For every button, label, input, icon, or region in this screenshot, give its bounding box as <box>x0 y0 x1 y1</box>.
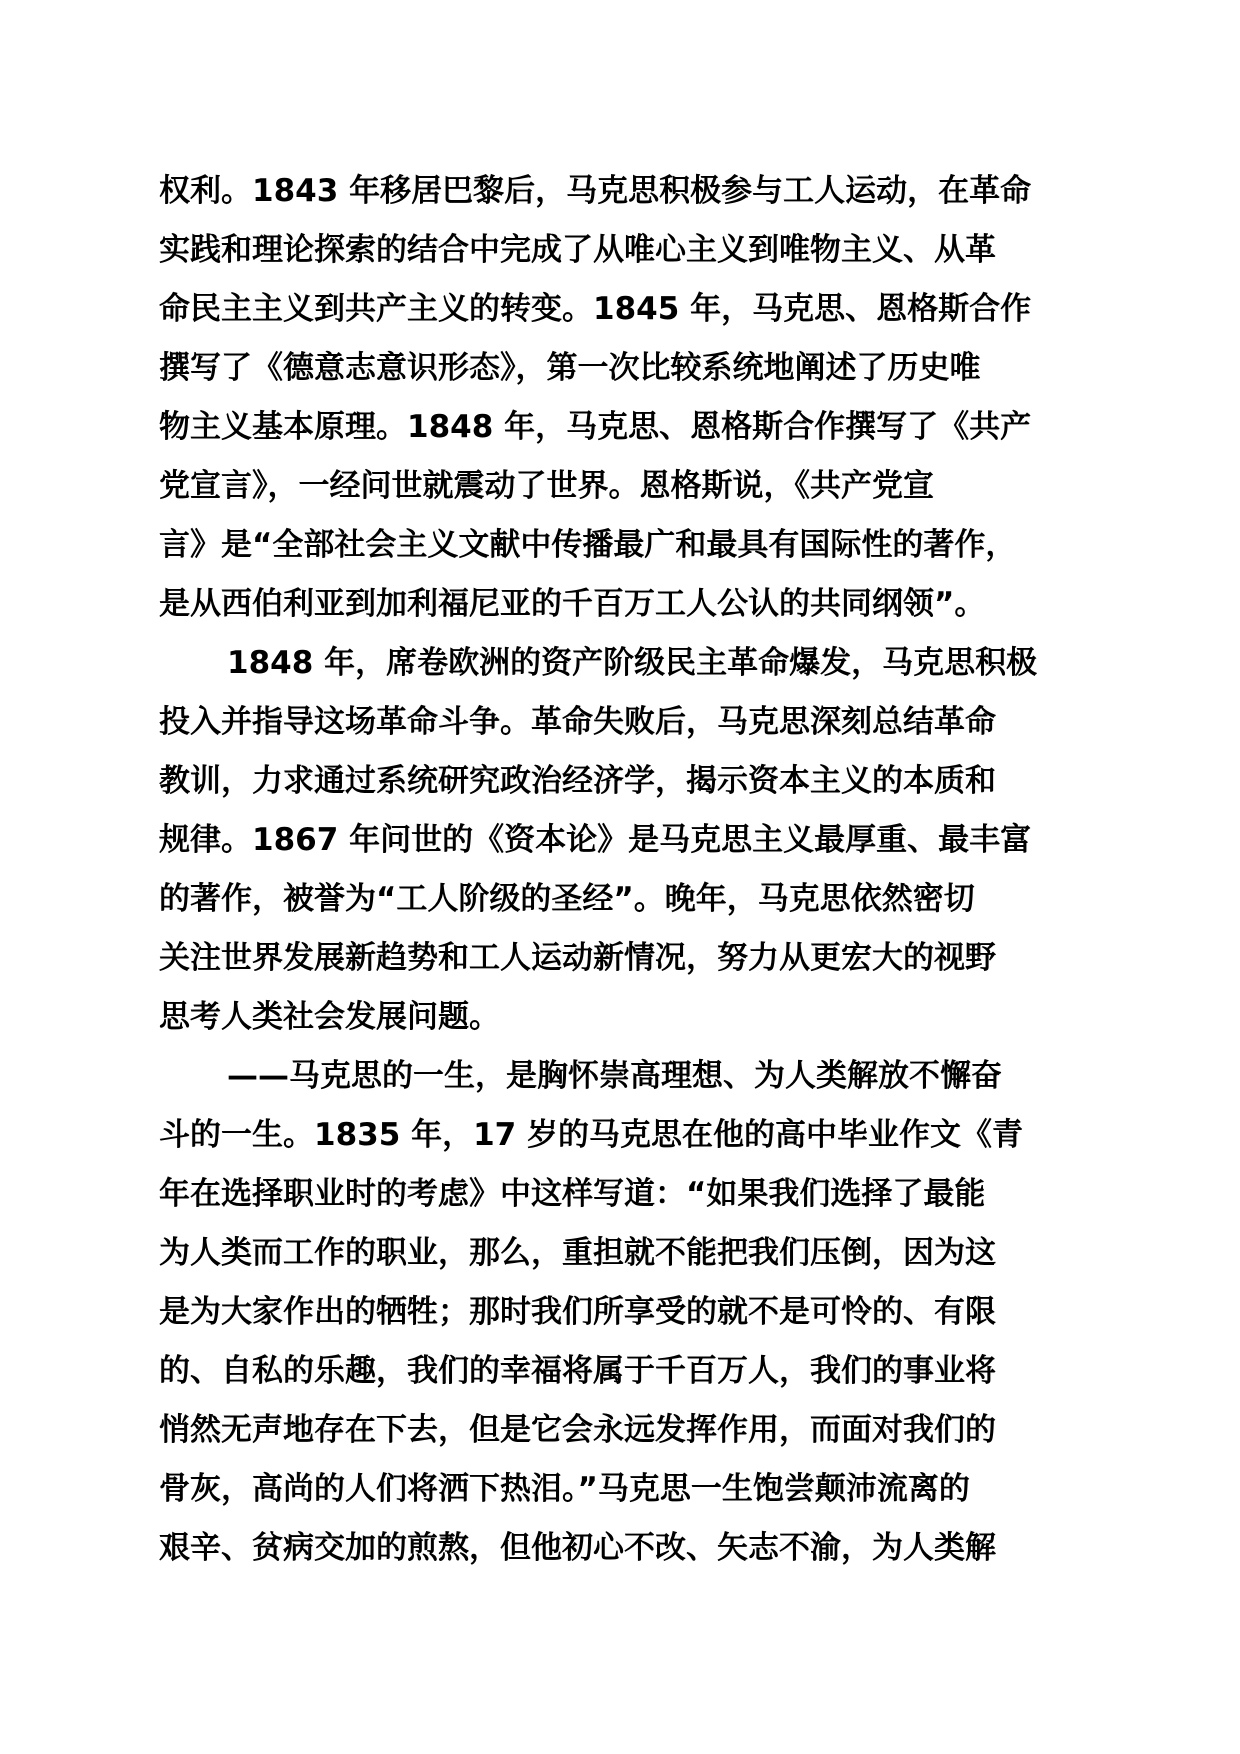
text-line: 实践和理论探索的结合中完成了从唯心主义到唯物主义、从革 <box>159 232 996 268</box>
text-line: 斗的一生。1835 年，17 岁的马克思在他的高中毕业作文《青 <box>159 1117 1024 1153</box>
paragraph-start-line: ——马克思的一生，是胸怀崇高理想、为人类解放不懈奋 <box>227 1058 1002 1094</box>
text-line: 命民主主义到共产主义的转变。1845 年，马克思、恩格斯合作 <box>159 291 1032 327</box>
text-line: 是从西伯利亚到加利福尼亚的千百万工人公认的共同纲领”。 <box>159 586 986 622</box>
text-line: 规律。1867 年问世的《资本论》是马克思主义最厚重、最丰富 <box>159 822 1032 858</box>
text-line: 为人类而工作的职业，那么，重担就不能把我们压倒，因为这 <box>159 1235 996 1271</box>
text-line: 物主义基本原理。1848 年，马克思、恩格斯合作撰写了《共产 <box>159 409 1032 445</box>
text-line: 教训，力求通过系统研究政治经济学，揭示资本主义的本质和 <box>159 763 996 799</box>
text-line: 骨灰，高尚的人们将洒下热泪。”马克思一生饱尝颠沛流离的 <box>159 1471 970 1507</box>
text-line: 撰写了《德意志意识形态》，第一次比较系统地阐述了历史唯 <box>159 350 981 386</box>
text-line: 的、自私的乐趣，我们的幸福将属于千百万人，我们的事业将 <box>159 1353 996 1389</box>
text-line: 权利。1843 年移居巴黎后，马克思积极参与工人运动，在革命 <box>159 173 1032 209</box>
text-line: 党宣言》，一经问世就震动了世界。恩格斯说，《共产党宣 <box>159 468 934 504</box>
text-line: 的著作，被誉为“工人阶级的圣经”。晚年，马克思依然密切 <box>159 881 975 917</box>
body-text <box>159 162 1099 1578</box>
text-line: 是为大家作出的牺牲；那时我们所享受的就不是可怜的、有限 <box>159 1294 996 1330</box>
text-line: 言》是“全部社会主义文献中传播最广和最具有国际性的著作， <box>159 527 1017 563</box>
paragraph-start-line: 1848 年，席卷欧洲的资产阶级民主革命爆发，马克思积极 <box>227 645 1038 681</box>
text-line: 艰辛、贫病交加的煎熬，但他初心不改、矢志不渝，为人类解 <box>159 1530 996 1566</box>
text-line: 思考人类社会发展问题。 <box>159 999 500 1035</box>
text-line: 投入并指导这场革命斗争。革命失败后，马克思深刻总结革命 <box>159 704 996 740</box>
text-line: 关注世界发展新趋势和工人运动新情况，努力从更宏大的视野 <box>159 940 996 976</box>
text-line: 悄然无声地存在下去，但是它会永远发挥作用，而面对我们的 <box>159 1412 996 1448</box>
text-line: 年在选择职业时的考虑》中这样写道：“如果我们选择了最能 <box>159 1176 986 1212</box>
